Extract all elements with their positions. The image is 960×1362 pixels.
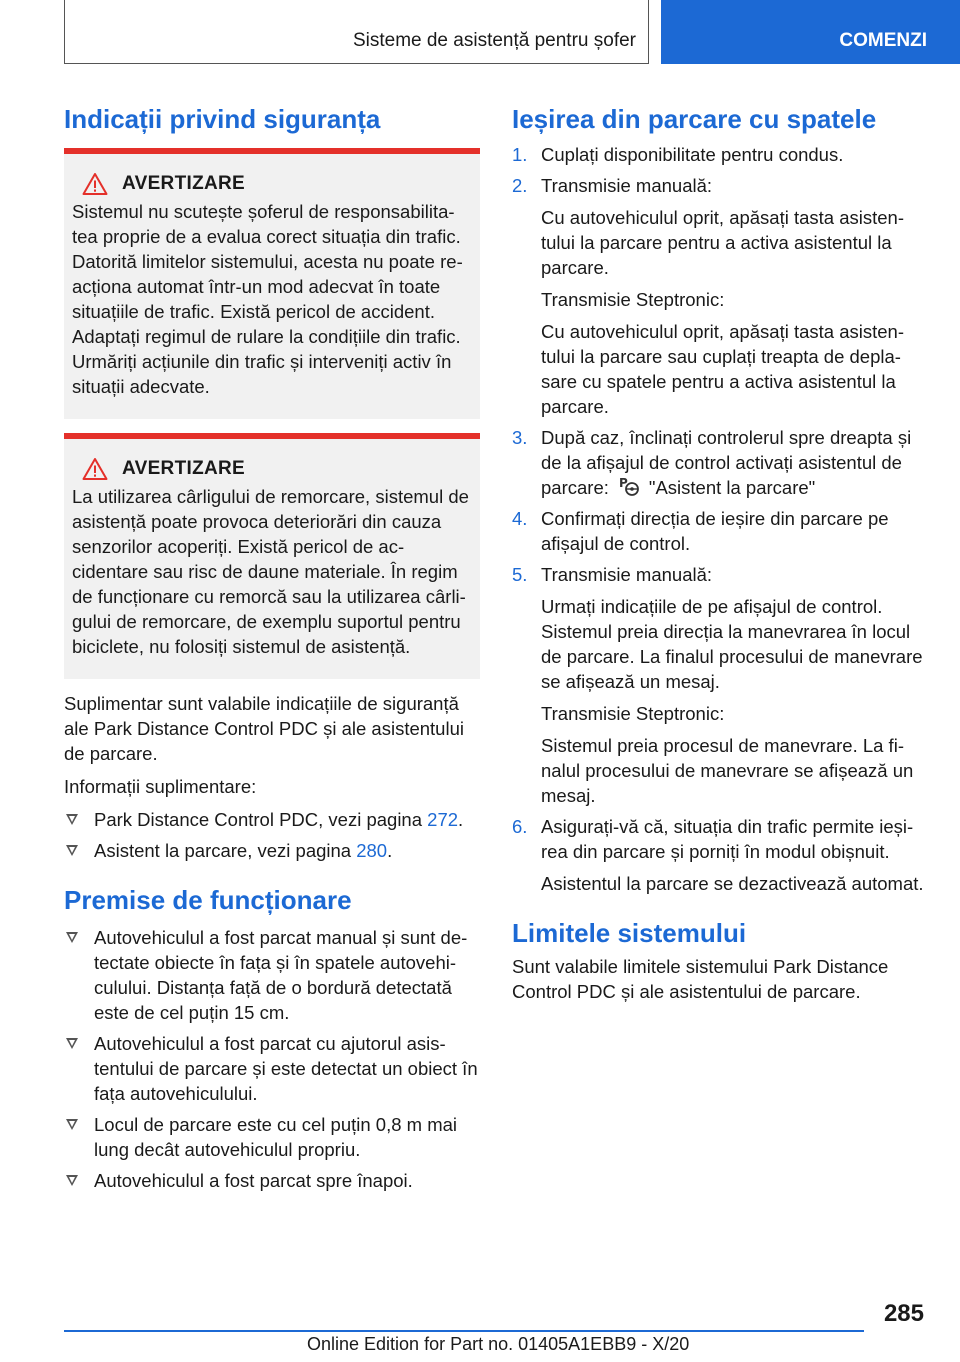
step-6: 6. Asigurați-vă că, situația din trafic permite ieșirea din parcare și porniți în modul obișnuit. Asistentul la parcare se dezactivează automat.: [512, 816, 924, 894]
list-item: Autovehiculul a fost parcat cu ajutorul asistentului de parcare și este detectat un obiect în fața autovehiculului.: [64, 1031, 480, 1106]
warning-triangle-icon: [82, 457, 108, 481]
chapter-title-text: COMENZI: [839, 30, 927, 51]
right-column: [512, 100, 924, 1004]
bullet-triangle-icon: [66, 845, 78, 856]
list-item: Asistent la parcare, vezi pagina 280.: [64, 838, 480, 863]
page-number: 285: [883, 1300, 924, 1327]
bullet-triangle-icon: [66, 1119, 78, 1130]
step-number: 2.: [512, 175, 528, 196]
list-item: Autovehiculul a fost parcat manual și sunt detectate obiecte în fața și în spatele autovehiculului. Distanța față de o bordură detectată este de cel puțin 15 cm.: [64, 925, 480, 1025]
list-item: Autovehiculul a fost parcat spre înapoi.: [64, 1168, 480, 1193]
warning-box-2: [64, 433, 480, 679]
left-column: [64, 100, 480, 1199]
limits-heading: Limitele sistemului: [512, 918, 747, 948]
safety-heading: Indicații privind siguranța: [64, 104, 381, 134]
info-label: Informații suplimentare:: [64, 776, 257, 797]
info-list: [64, 807, 480, 863]
warning-box-1: [64, 148, 480, 419]
step-subtext: Transmisie Steptronic:: [541, 703, 725, 724]
list-item: Locul de parcare este cu cel puțin 0,8 m mai lung decât autovehiculul propriu.: [64, 1112, 480, 1162]
step-number: 1.: [512, 144, 528, 165]
limits-paragraph: Sunt valabile limitele sistemului Park Distance Control PDC și ale asistentului de parcare.: [512, 956, 889, 1002]
premise-list: [64, 925, 480, 1193]
section-title-text: Sisteme de asistență pentru șofer: [352, 30, 636, 51]
page-link-272[interactable]: 272: [427, 809, 459, 830]
step-subtext: Transmisie Steptronic:: [541, 289, 725, 310]
step-subtext: Cu autovehiculul oprit, apăsați tasta asistentului la parcare sau cuplați treapta de deplasare cu spatele pentru a activa asistentul la parcare.: [541, 321, 905, 417]
warning-text: La utilizarea cârligului de remorcare, sistemul de asistență poate provoca deteriorări din cauza senzorilor acoperiți. Există pericol de accidentare sau risc de daune materiale. În regim de funcționare cu remorcă sau la utilizarea cârligului de remorcare, de exemplu suportul pentru biciclete, nu folosiți sistemul de asistență.: [72, 486, 469, 657]
step-subtext: Asistentul la parcare se dezactivează automat.: [541, 873, 924, 894]
footer-divider: [64, 1330, 864, 1332]
bullet-triangle-icon: [66, 1038, 78, 1049]
step-subtext: Urmați indicațiile de pe afișajul de control. Sistemul preia direcția la manevrarea în locul de parcare. La finalul procesului de manevrare se afișează un mesaj.: [541, 596, 923, 692]
step-subtext: Sistemul preia procesul de manevrare. La finalul procesului de manevrare se afișează un mesaj.: [541, 735, 914, 806]
step-5: 5. Transmisie manuală: Urmați indicațiile de pe afișajul de control. Sistemul preia direcția la manevrarea în locul de parcare. La finalul procesului de manevrare se afișează un mesaj. Transmisie Steptronic: Sistemul preia procesul de manevrare. La finalul procesului de manevrare se afișează un mesaj.: [512, 564, 923, 806]
steps-list: [512, 142, 924, 896]
step-1: 1. Cuplați disponibilitate pentru condus.: [512, 144, 844, 165]
warning-header: [82, 172, 472, 196]
header-section-title: [64, 0, 649, 64]
warning-text: Sistemul nu scutește șoferul de responsabilitatea proprie de a evalua corect situația din trafic. Datorită limitelor sistemului, acesta nu poate reacționa automat într-un mod adecvat în toate situațiile de trafic. Există pericol de accident. Adaptați regimul de rulare la condițiile din trafic. Urmăriți acțiunile din trafic și interveniți activ în situații adecvate.: [72, 201, 463, 397]
bullet-triangle-icon: [66, 932, 78, 943]
step-number: 6.: [512, 816, 528, 837]
step-4: 4. Confirmați direcția de ieșire din parcare pe afișajul de control.: [512, 508, 889, 554]
reverse-exit-heading: Ieșirea din parcare cu spatele: [512, 104, 877, 134]
bullet-triangle-icon: [66, 1175, 78, 1186]
list-item: Park Distance Control PDC, vezi pagina 272.: [64, 807, 480, 832]
step-3: 3. După caz, înclinați controlerul spre dreapta și de la afișajul de control activați asistentul de parcare: P "Asistent la parcare": [512, 427, 912, 498]
warning-title: AVERTIZARE: [122, 173, 245, 194]
step-2: 2. Transmisie manuală: Cu autovehiculul oprit, apăsați tasta asistentului la parcare pentru a activa asistentul la parcare. Transmisie Steptronic: Cu autovehiculul oprit, apăsați tasta asistentului la parcare sau cuplați treapta de deplasare cu spatele pentru a activa asistentul la parcare.: [512, 173, 924, 419]
footer-edition: Online Edition for Part no. 01405A1EBB9 - X/20: [307, 1334, 690, 1354]
step-number: 3.: [512, 427, 528, 448]
step-number: 5.: [512, 564, 528, 585]
warning-title: AVERTIZARE: [122, 458, 245, 479]
warning-triangle-icon: [82, 172, 108, 196]
parking-assistant-icon: [617, 475, 643, 497]
step-number: 4.: [512, 508, 528, 529]
header-chapter-tab[interactable]: [661, 0, 960, 64]
page-link-280[interactable]: 280: [356, 840, 388, 861]
premise-heading: Premise de funcționare: [64, 885, 352, 915]
svg-text:P: P: [618, 476, 628, 490]
bullet-triangle-icon: [66, 814, 78, 825]
step-subtext: Cu autovehiculul oprit, apăsați tasta asistentului la parcare pentru a activa asistentul la parcare.: [541, 207, 905, 278]
warning-header: [82, 457, 472, 481]
supplement-paragraph: Suplimentar sunt valabile indicațiile de siguranță ale Park Distance Control PDC și ale asistentului de parcare.: [64, 693, 464, 764]
